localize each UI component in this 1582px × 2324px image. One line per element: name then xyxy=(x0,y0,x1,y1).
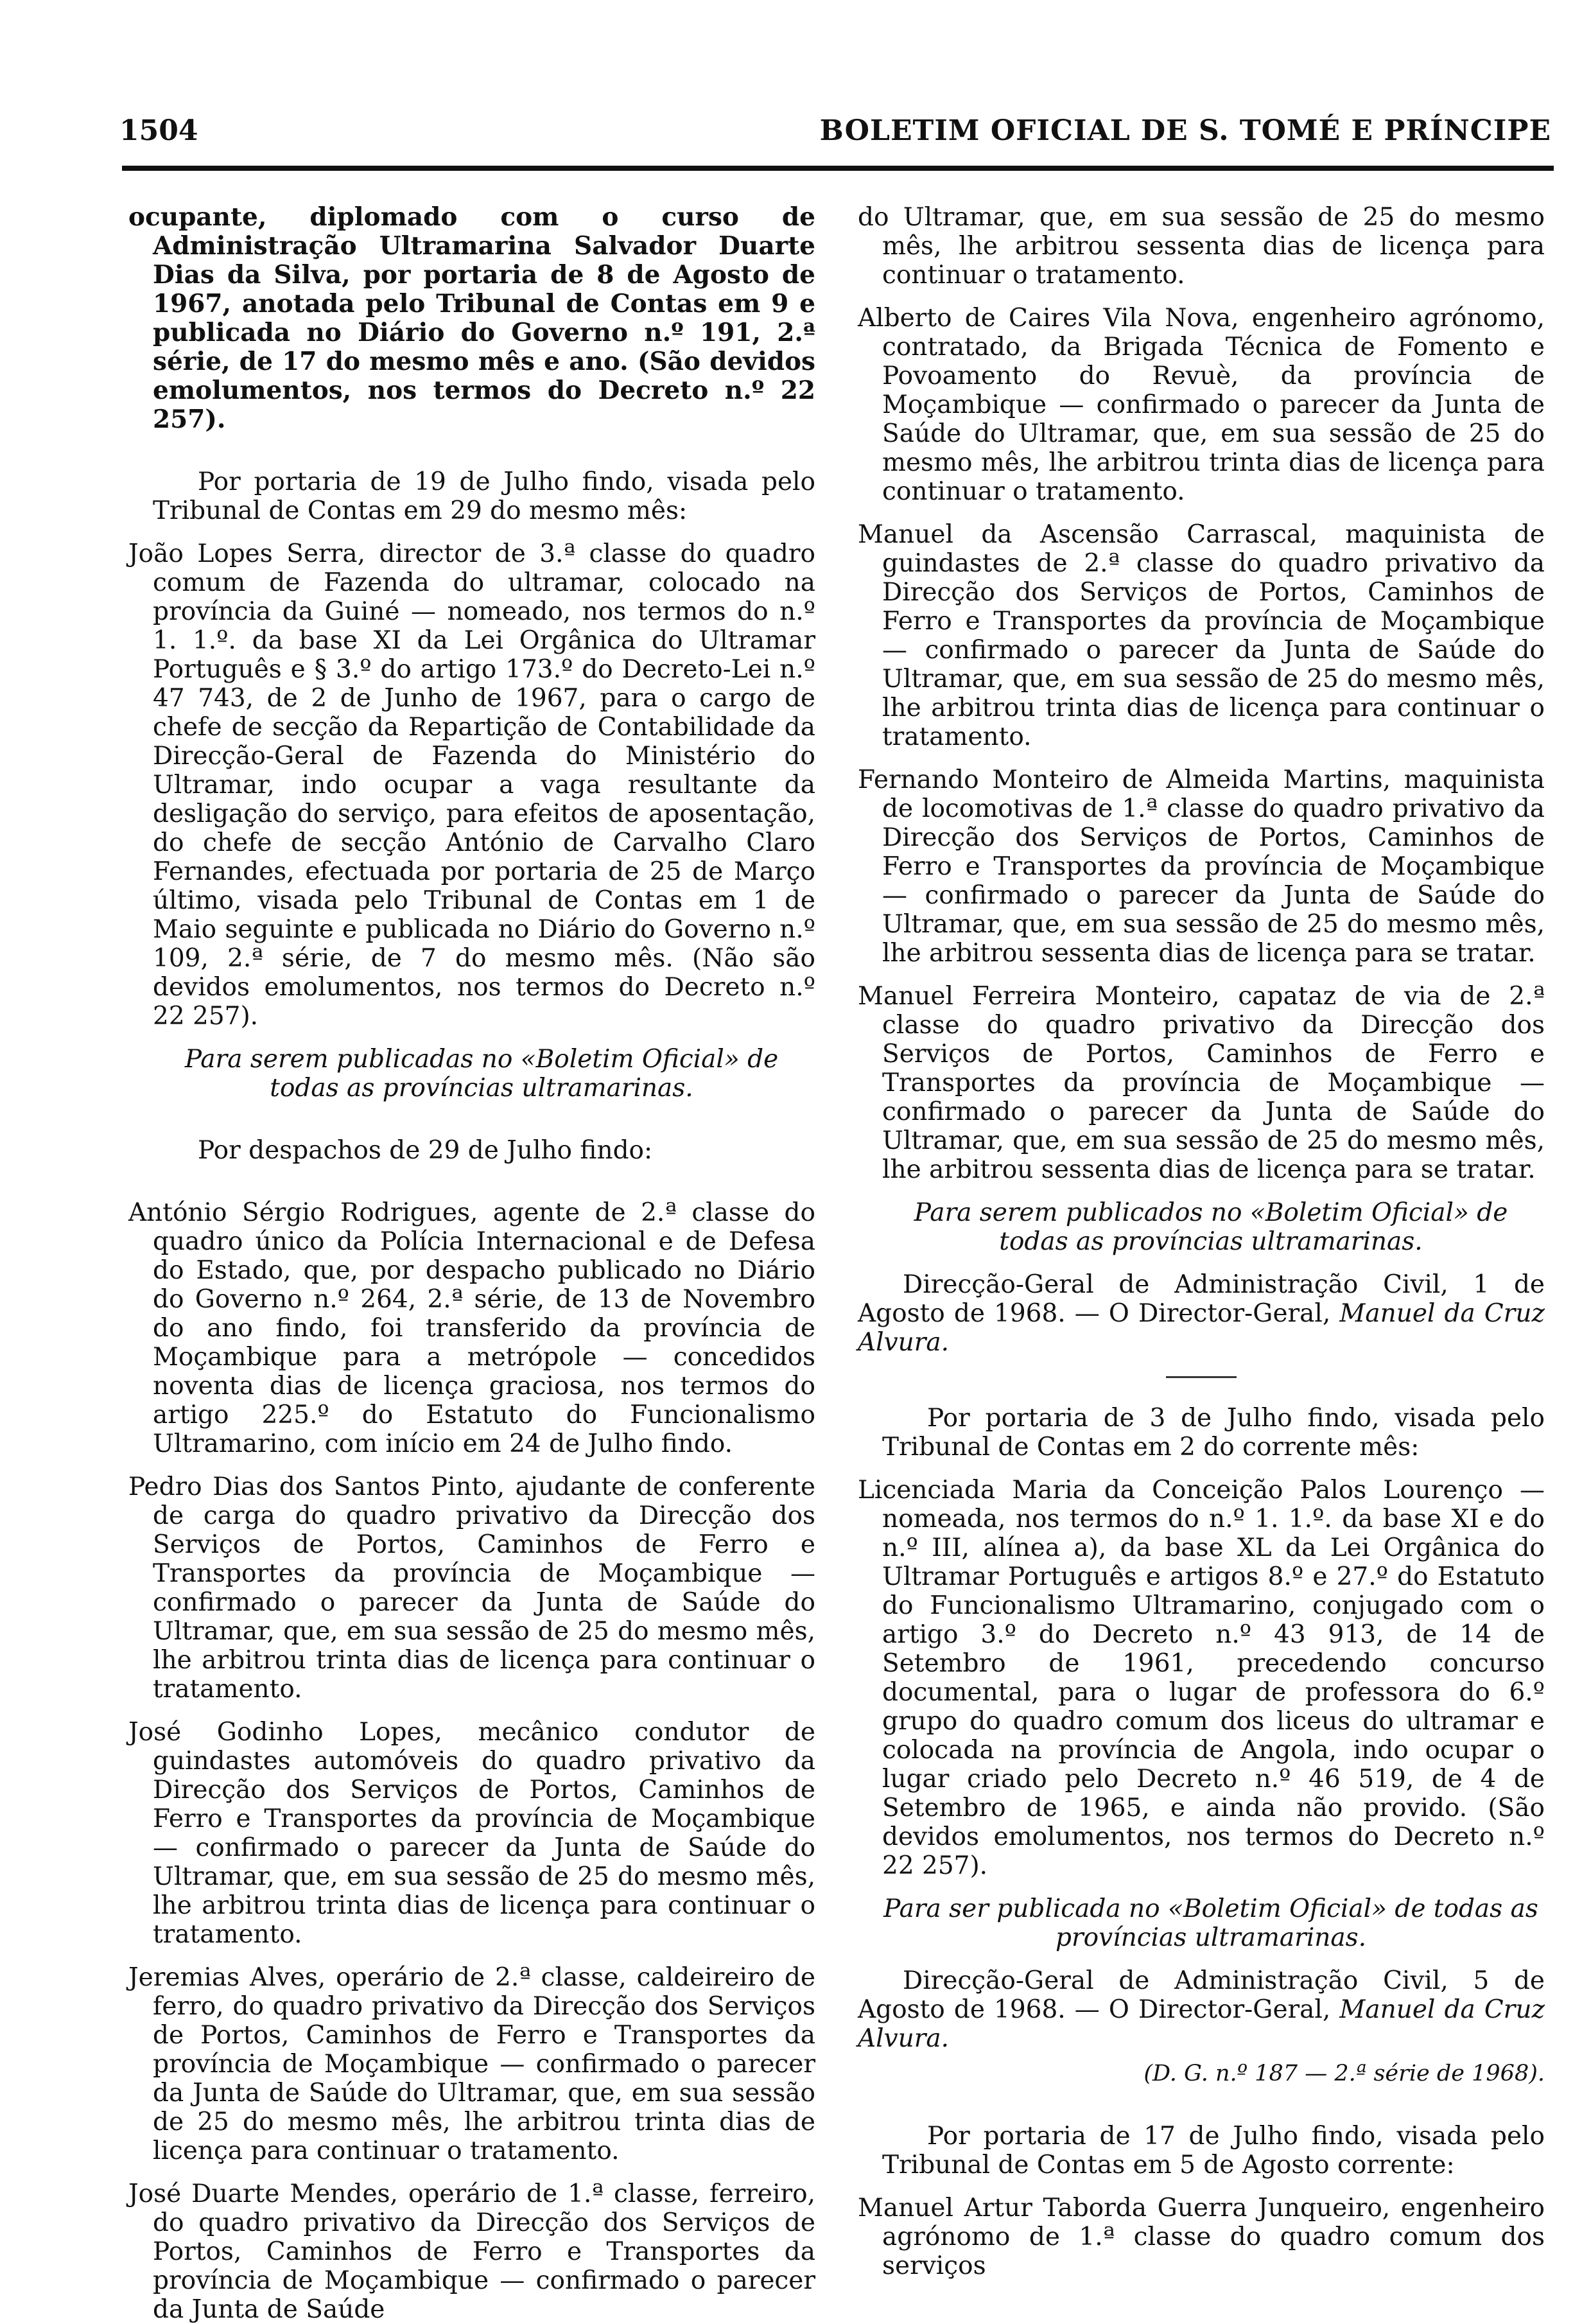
licence-entry: Pedro Dias dos Santos Pinto, ajudante de conferente de carga do quadro privativo da Direcção dos Serviços de Portos, Caminhos de Ferro e Transportes da província de Moçambique — confirmado o parecer da Junta de Saúde do Ultramar, que, em sua sessão de 25 do mesmo mês, lhe arbitrou trinta dias de licença para continuar o tratamento. xyxy=(128,1472,815,1704)
portaria-intro: Por portaria de 3 de Julho findo, visada pelo Tribunal de Contas em 2 do corrente mês: xyxy=(882,1404,1545,1462)
portaria-intro: Por portaria de 19 de Julho findo, visada pelo Tribunal de Contas em 29 do mesmo mês: xyxy=(153,467,815,525)
signature-line xyxy=(858,1270,1545,1357)
publication-note: Para ser publicada no «Boletim Oficial» de todas as províncias ultramarinas. xyxy=(883,1894,1538,1952)
despachos-intro: Por despachos de 29 de Julho findo: xyxy=(198,1136,653,1165)
header-rule xyxy=(122,166,1554,171)
licence-entry: Jeremias Alves, operário de 2.ª classe, caldeireiro de ferro, do quadro privativo da Direcção dos Serviços de Portos, Caminhos de Ferro e Transportes da província de Moçambique — confirmado o parecer da Junta de Saúde do Ultramar, que, em sua sessão de 25 do mesmo mês, lhe arbitrou trinta dias de licença para continuar o tratamento. xyxy=(128,1963,815,2165)
publication-note: Para serem publicadas no «Boletim Oficial» de todas as províncias ultramarinas. xyxy=(184,1045,779,1103)
left-column xyxy=(128,203,815,2324)
source-reference: (D. G. n.º 187 — 2.ª série de 1968). xyxy=(1143,2061,1545,2086)
signatory-name: Manuel da Cruz Alvura. xyxy=(858,1995,1545,2053)
paragraph: do Ultramar, que, em sua sessão de 25 do mesmo mês, lhe arbitrou sessenta dias de licença para continuar o tratamento. xyxy=(858,203,1545,290)
licence-entry: José Duarte Mendes, operário de 1.ª classe, ferreiro, do quadro privativo da Direcção dos Serviços de Portos, Caminhos de Ferro e Transportes da província de Moçambique — confirmado o parecer da Junta de Saúde xyxy=(128,2180,815,2324)
licence-entry: José Godinho Lopes, mecânico condutor de guindastes automóveis do quadro privativo da Direcção dos Serviços de Portos, Caminhos de Ferro e Transportes da província de Moçambique — confirmado o parecer da Junta de Saúde do Ultramar, que, em sua sessão de 25 do mesmo mês, lhe arbitrou trinta dias de licença para continuar o tratamento. xyxy=(128,1718,815,1949)
signatory-name: Manuel da Cruz Alvura. xyxy=(858,1299,1545,1357)
right-column xyxy=(858,203,1545,2280)
signature-line xyxy=(858,1966,1545,2053)
appointment-entry: João Lopes Serra, director de 3.ª classe do quadro comum de Fazenda do ultramar, colocado na província da Guiné — nomeado, nos termos do n.º 1. 1.º. da base XI da Lei Orgânica do Ultramar Português e § 3.º do artigo 173.º do Decreto-Lei n.º 47 743, de 2 de Junho de 1967, para o cargo de chefe de secção da Repartição de Contabilidade da Direcção-Geral de Fazenda do Ministério do Ultramar, indo ocupar a vaga resultante da desligação do serviço, para efeitos de aposentação, do chefe de secção António de Carvalho Claro Fernandes, efectuada por portaria de 25 de Março último, visada pelo Tribunal de Contas em 1 de Maio seguinte e publicada no Diário do Governo n.º 109, 2.ª série, de 7 do mesmo mês. (Não são devidos emolumentos, nos termos do Decreto n.º 22 257). xyxy=(128,539,815,1031)
appointment-entry: Licenciada Maria da Conceição Palos Lourenço — nomeada, nos termos do n.º 1. 1.º. da base XI e do n.º III, alínea a), da base XL da Lei Orgânica do Ultramar Português e artigos 8.º e 27.º do Estatuto do Funcionalismo Ultramarino, conjugado com o artigo 3.º do Decreto n.º 43 913, de 14 de Setembro de 1961, precedendo concurso documental, para o lugar de professora do 6.º grupo do quadro comum dos liceus do ultramar e colocada na província de Angola, indo ocupar o lugar criado pelo Decreto n.º 46 519, de 4 de Setembro de 1965, e ainda não provido. (São devidos emolumentos, nos termos do Decreto n.º 22 257). xyxy=(858,1476,1545,1880)
page-number: 1504 xyxy=(119,114,198,147)
portaria-intro: Por portaria de 17 de Julho findo, visada pelo Tribunal de Contas em 5 de Agosto corrente: xyxy=(882,2122,1545,2180)
appointment-entry: Manuel Artur Taborda Guerra Junqueiro, engenheiro agrónomo de 1.ª classe do quadro comum dos serviços xyxy=(858,2194,1545,2280)
licence-entry: Manuel da Ascensão Carrascal, maquinista de guindastes de 2.ª classe do quadro privativo da Direcção dos Serviços de Portos, Caminhos de Ferro e Transportes da província de Moçambique — confirmado o parecer da Junta de Saúde do Ultramar, que, em sua sessão de 25 do mesmo mês, lhe arbitrou trinta dias de licença para continuar o tratamento. xyxy=(858,520,1545,751)
running-title: BOLETIM OFICIAL DE S. TOMÉ E PRÍNCIPE xyxy=(819,114,1551,147)
signature-text: Direcção-Geral de Administração Civil, 5 de Agosto de 1968. — O Director-Geral, xyxy=(858,1966,1545,2024)
licence-entry: António Sérgio Rodrigues, agente de 2.ª classe do quadro único da Polícia Internacional e de Defesa do Estado, que, por despacho publicado no Diário do Governo n.º 264, 2.ª série, de 13 de Novembro do ano findo, foi transferido da província de Moçambique para a metrópole — concedidos noventa dias de licença graciosa, nos termos do artigo 225.º do Estatuto do Funcionalismo Ultramarino, com início em 24 de Julho findo. xyxy=(128,1198,815,1458)
licence-entry: Alberto de Caires Vila Nova, engenheiro agrónomo, contratado, da Brigada Técnica de Fomento e Povoamento do Revuè, da província de Moçambique — confirmado o parecer da Junta de Saúde do Ultramar, que, em sua sessão de 25 do mesmo mês, lhe arbitrou trinta dias de licença para continuar o tratamento. xyxy=(858,304,1545,506)
page-header xyxy=(119,108,1551,153)
signature-text: Direcção-Geral de Administração Civil, 1 de Agosto de 1968. — O Director-Geral, xyxy=(858,1270,1545,1328)
section-separator xyxy=(1166,1376,1237,1378)
licence-entry: Fernando Monteiro de Almeida Martins, maquinista de locomotivas de 1.ª classe do quadro privativo da Direcção dos Serviços de Portos, Caminhos de Ferro e Transportes da província de Moçambique — confirmado o parecer da Junta de Saúde do Ultramar, que, em sua sessão de 25 do mesmo mês, lhe arbitrou sessenta dias de licença para se tratar. xyxy=(858,765,1545,968)
publication-note: Para serem publicados no «Boletim Oficial» de todas as províncias ultramarinas. xyxy=(914,1198,1508,1256)
paragraph: ocupante, diplomado com o curso de Administração Ultramarina Salvador Duarte Dias da Silva, por portaria de 8 de Agosto de 1967, anotada pelo Tribunal de Contas em 9 e publicada no Diário do Governo n.º 191, 2.ª série, de 17 do mesmo mês e ano. (São devidos emolumentos, nos termos do Decreto n.º 22 257). xyxy=(128,202,815,434)
licence-entry: Manuel Ferreira Monteiro, capataz de via de 2.ª classe do quadro privativo da Direcção dos Serviços de Portos, Caminhos de Ferro e Transportes da província de Moçambique — confirmado o parecer da Junta de Saúde do Ultramar, que, em sua sessão de 25 do mesmo mês, lhe arbitrou sessenta dias de licença para se tratar. xyxy=(858,982,1545,1184)
